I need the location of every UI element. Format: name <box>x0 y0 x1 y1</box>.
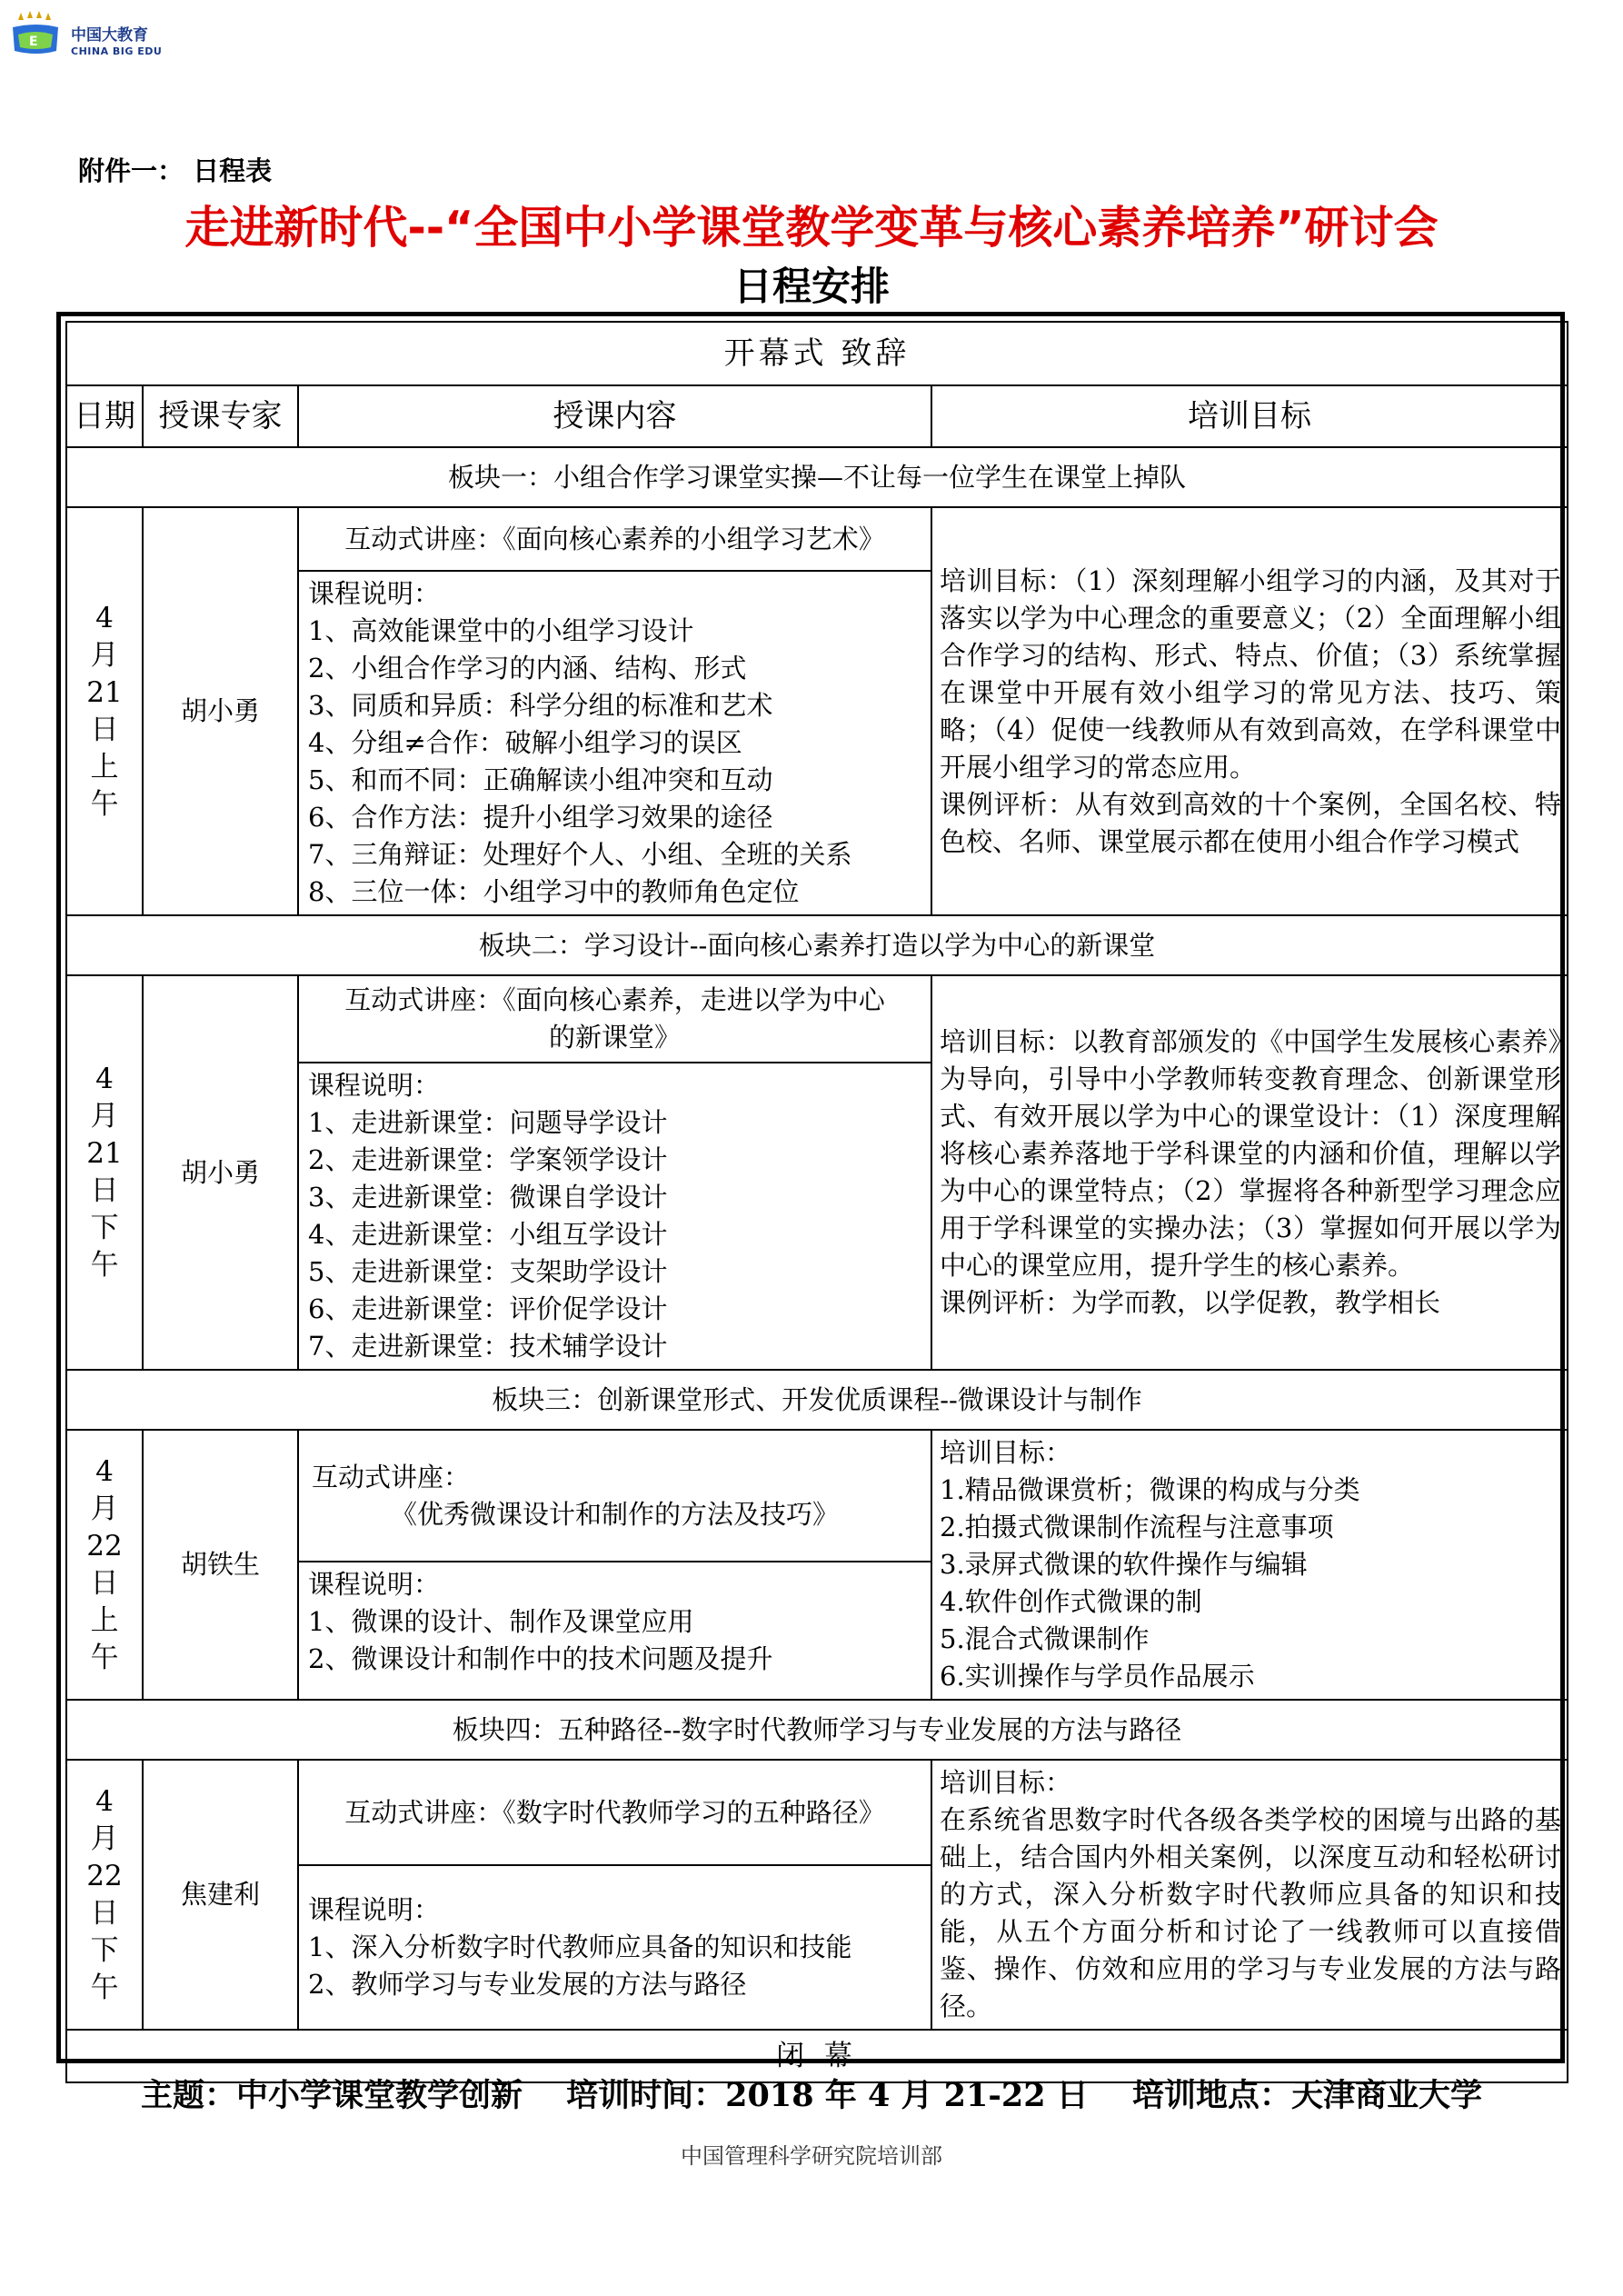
lecture-text: 互动式讲座：《面向核心素养，走进以学为中心 <box>344 984 885 1015</box>
logo <box>9 11 182 56</box>
lecture-sub: 的新课堂》 <box>548 1022 681 1053</box>
header-expert: 授课专家 <box>143 385 298 447</box>
goal-text: 6.实训操作与学员作品展示 <box>940 1661 1255 1692</box>
lecture-cell: 互动式讲座：《数字时代教师学习的五种路径》 <box>298 1760 931 1865</box>
goal-cell <box>931 1430 1568 1700</box>
course-item: 1、高效能课堂中的小组学习设计 <box>308 615 694 646</box>
section-title: 板块一：小组合作学习课堂实操—不让每一位学生在课堂上掉队 <box>66 447 1568 507</box>
course-item: 5、走进新课堂：支架助学设计 <box>308 1256 668 1287</box>
logo-en: CHINA BIG EDU <box>71 45 163 57</box>
course-item: 2、微课设计和制作中的技术问题及提升 <box>308 1643 773 1675</box>
expert-cell: 胡铁生 <box>143 1430 298 1700</box>
date-cell: 4 月 22 日 上 午 <box>66 1430 143 1700</box>
attachment-label: 附件一： 日程表 <box>78 155 273 186</box>
goal-text: 培训目标：（1）深刻理解小组学习的内涵，及其对于落实以学为中心理念的重要意义；（2）全面理解小组合作学习的结构、形式、特点、价值；（3）系统掌握在课堂中开展有效小组学习的常见方法、技巧、策略；（4）促使一线教师从有效到高效，在学科课堂中开展小组学习的常态应用。 <box>940 564 1561 783</box>
logo-cn: 中国大教育 <box>71 26 148 45</box>
section-title: 板块三：创新课堂形式、开发优质课程--微课设计与制作 <box>66 1370 1568 1430</box>
lecture-cell: 互动式讲座：《面向核心素养的小组学习艺术》 <box>298 507 931 571</box>
goal-text: 1.精品微课赏析；微课的构成与分类 <box>940 1474 1360 1505</box>
course-item: 6、走进新课堂：评价促学设计 <box>308 1293 668 1324</box>
course-cell <box>298 1063 931 1370</box>
expert-cell: 焦建利 <box>143 1760 298 2030</box>
header-content: 授课内容 <box>298 385 931 447</box>
goal-text: 培训目标： <box>940 1437 1072 1468</box>
course-item: 4、分组≠合作：破解小组学习的误区 <box>308 727 742 758</box>
goal-cell <box>931 975 1568 1370</box>
lecture-cell <box>298 1430 931 1562</box>
expert-cell: 胡小勇 <box>143 507 298 915</box>
closing-cell: 闭 幕 <box>66 2030 1568 2082</box>
lecture-sub: 《优秀微课设计和制作的方法及技巧》 <box>390 1498 839 1530</box>
goal-text: 课例评析：从有效到高效的十个案例，全国名校、特色校、名师、课堂展示都在使用小组合作学习模式 <box>940 788 1561 857</box>
section-row <box>66 975 1568 1063</box>
date-cell: 4 月 21 日 上 午 <box>66 507 143 915</box>
section-row <box>66 1760 1568 1865</box>
date-cell: 4 月 21 日 下 午 <box>66 975 143 1370</box>
course-item: 6、合作方法：提升小组学习效果的途径 <box>308 802 773 833</box>
goal-text: 培训目标： <box>940 1767 1072 1798</box>
date-cell: 4 月 22 日 下 午 <box>66 1760 143 2030</box>
header-goal: 培训目标 <box>931 385 1568 447</box>
page-title: 走进新时代--“全国中小学课堂教学变革与核心素养培养”研讨会 <box>184 202 1439 254</box>
course-item: 4、走进新课堂：小组互学设计 <box>308 1219 668 1250</box>
section-title-row <box>66 1700 1568 1760</box>
organizer: 中国管理科学研究院培训部 <box>681 2143 942 2169</box>
course-item: 3、同质和异质：科学分组的标准和艺术 <box>308 690 773 721</box>
header-row <box>66 385 1568 447</box>
section-row <box>66 1430 1568 1562</box>
course-item: 7、三角辩证：处理好个人、小组、全班的关系 <box>308 839 852 870</box>
course-item: 1、深入分析数字时代教师应具备的知识和技能 <box>308 1932 852 1963</box>
opening-row <box>66 322 1568 385</box>
course-item: 7、走进新课堂：技术辅学设计 <box>308 1331 668 1362</box>
goal-cell <box>931 1760 1568 2030</box>
course-title: 课程说明： <box>308 578 441 609</box>
opening-cell: 开幕式 致辞 <box>66 322 1568 385</box>
section-title: 板块四：五种路径--数字时代教师学习与专业发展的方法与路径 <box>66 1700 1568 1760</box>
goal-text: 5.混合式微课制作 <box>940 1623 1150 1654</box>
course-item: 3、走进新课堂：微课自学设计 <box>308 1182 668 1213</box>
lecture-cell <box>298 975 931 1063</box>
section-title-row <box>66 447 1568 507</box>
footer-place: 培训地点：天津商业大学 <box>1132 2077 1483 2114</box>
footer-time: 培训时间：2018 年 4 月 21-22 日 <box>566 2077 1089 2114</box>
section-title-row <box>66 915 1568 975</box>
course-cell <box>298 571 931 915</box>
footer-theme: 主题：中小学课堂教学创新 <box>140 2077 523 2114</box>
goal-cell <box>931 507 1568 915</box>
goal-text: 在系统省思数字时代各级各类学校的困境与出路的基础上，结合国内外相关案例，以深度互动和轻松研讨的方式，深入分析数字时代教师应具备的知识和技能，从五个方面分析和讨论了一线教师可以直接借鉴、操作、仿效和应用的学习与专业发展的方法与路径。 <box>940 1804 1561 2021</box>
course-item: 1、微课的设计、制作及课堂应用 <box>308 1606 694 1638</box>
goal-text: 4.软件创作式微课的制 <box>940 1586 1202 1617</box>
goal-text: 课例评析：为学而教，以学促教，教学相长 <box>940 1287 1441 1318</box>
header-date: 日期 <box>66 385 143 447</box>
goal-text: 培训目标：以教育部颁发的《中国学生发展核心素养》为导向，引导中小学教师转变教育理念、创新课堂形式、有效开展以学为中心的课堂设计：（1）深度理解将核心素养落地于学科课堂的内涵和价值，理解以学为中心的课堂特点；（2）掌握将各种新型学习理念应用于学科课堂的实操办法；（3）掌握如何开展以学为中心的课堂应用，提升学生的核心素养。 <box>940 1026 1561 1281</box>
course-item: 5、和而不同：正确解读小组冲突和互动 <box>308 764 773 795</box>
lecture-text: 互动式讲座： <box>312 1461 471 1492</box>
section-row <box>66 507 1568 571</box>
footer-info <box>0 2071 1623 2116</box>
course-item: 8、三位一体：小组学习中的教师角色定位 <box>308 876 800 907</box>
expert-cell: 胡小勇 <box>143 975 298 1370</box>
section-title: 板块二：学习设计--面向核心素养打造以学为中心的新课堂 <box>66 915 1568 975</box>
goal-text: 3.录屏式微课的软件操作与编辑 <box>940 1549 1308 1580</box>
section-title-row <box>66 1370 1568 1430</box>
logo-icon <box>9 11 64 56</box>
page-subtitle: 日程安排 <box>733 265 890 310</box>
goal-text: 2.拍摄式微课制作流程与注意事项 <box>940 1512 1334 1542</box>
course-cell <box>298 1865 931 2030</box>
course-title: 课程说明： <box>308 1894 441 1926</box>
course-title: 课程说明： <box>308 1569 441 1601</box>
course-item: 2、教师学习与专业发展的方法与路径 <box>308 1969 747 2001</box>
course-item: 2、走进新课堂：学案领学设计 <box>308 1144 668 1175</box>
course-title: 课程说明： <box>308 1070 441 1101</box>
svg-text:E: E <box>29 35 38 49</box>
course-item: 1、走进新课堂：问题导学设计 <box>308 1107 668 1138</box>
schedule-table <box>65 321 1568 2083</box>
course-cell <box>298 1562 931 1700</box>
course-item: 2、小组合作学习的内涵、结构、形式 <box>308 653 747 684</box>
